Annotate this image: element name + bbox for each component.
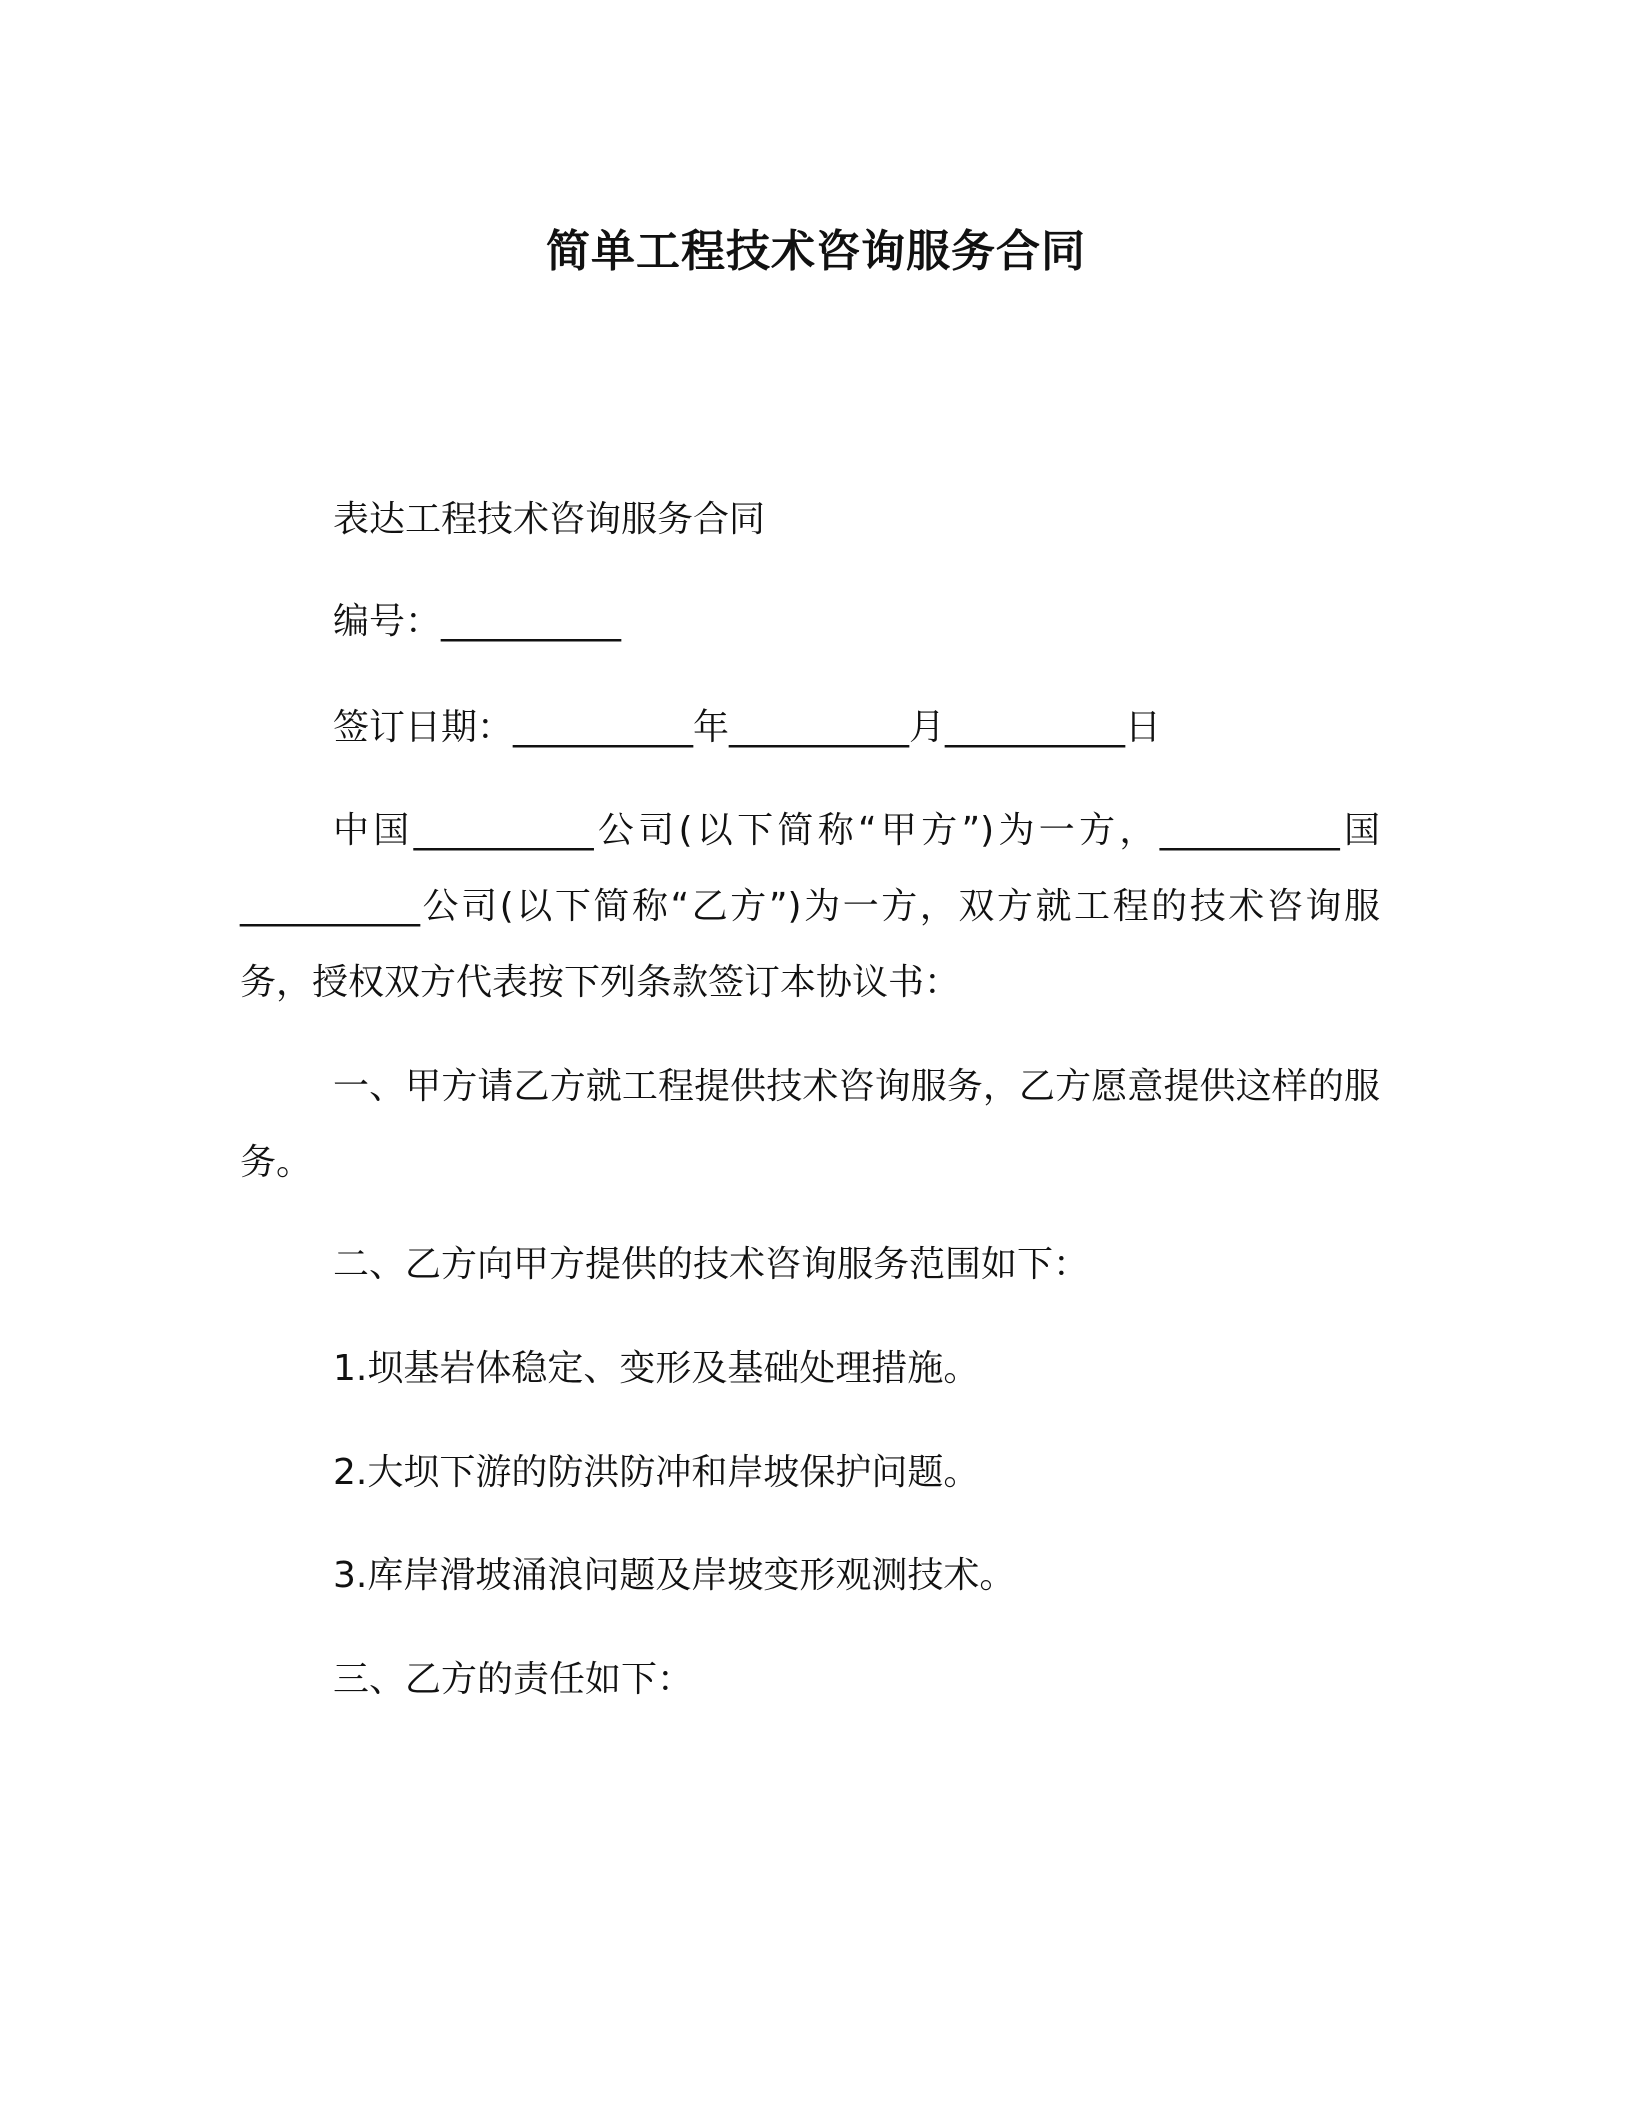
parties-paragraph: 中国__________公司(以下简称“甲方”)为一方，__________国__________公司(以下简称“乙方”)为一方，双方就工程的技术咨询服务，授权双方代表按下列条款签订本协议书： xyxy=(240,810,1380,1003)
service-item-3: 3.库岸滑坡涌浪问题及岸坡变形观测技术。 xyxy=(333,1555,1016,1596)
document-title: 简单工程技术咨询服务合同 xyxy=(546,226,1086,277)
clause-3-heading: 三、乙方的责任如下： xyxy=(333,1659,694,1700)
contract-subtitle: 表达工程技术咨询服务合同 xyxy=(333,499,766,540)
service-item-1: 1.坝基岩体稳定、变形及基础处理措施。 xyxy=(333,1348,980,1389)
contract-number-line: 编号：__________ xyxy=(333,601,622,642)
clause-1-paragraph: 一、甲方请乙方就工程提供技术咨询服务，乙方愿意提供这样的服务。 xyxy=(240,1066,1380,1183)
clause-2-heading: 二、乙方向甲方提供的技术咨询服务范围如下： xyxy=(333,1244,1090,1285)
signing-date-line: 签订日期：__________年__________月__________日 xyxy=(333,707,1162,748)
service-item-2: 2.大坝下游的防洪防冲和岸坡保护问题。 xyxy=(333,1452,980,1493)
